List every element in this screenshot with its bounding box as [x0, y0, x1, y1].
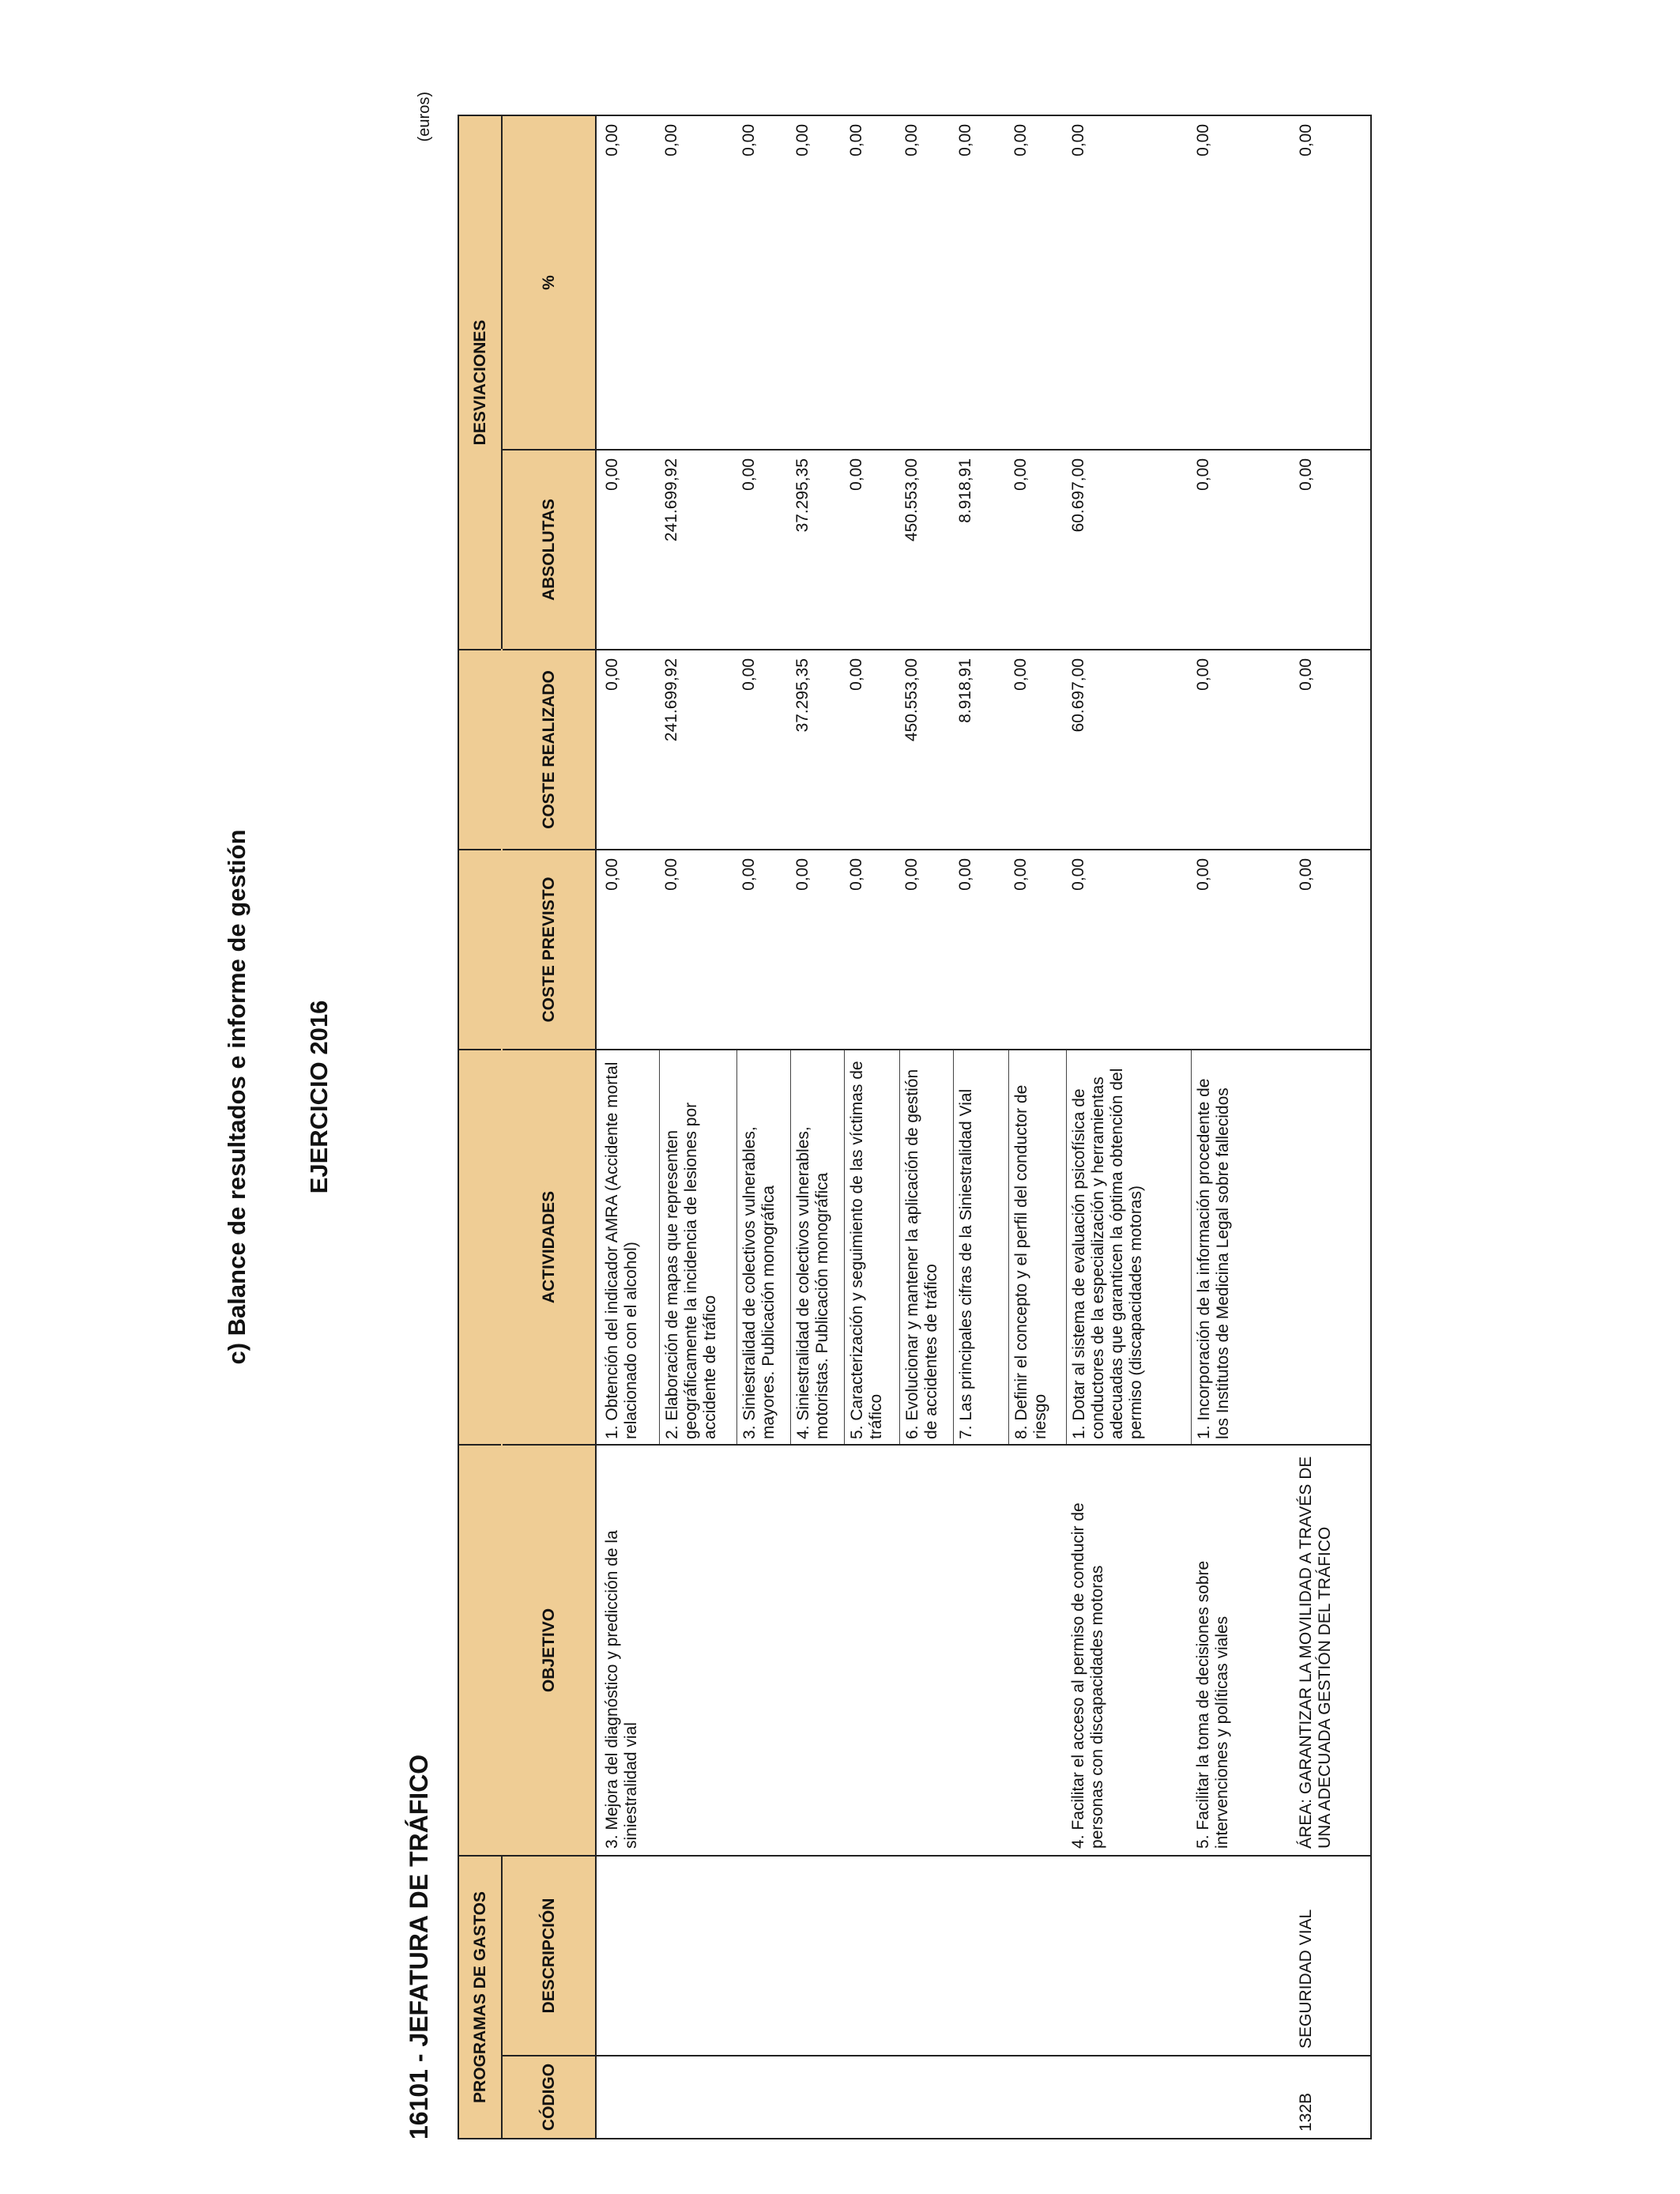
col-header-actividades: ACTIVIDADES	[502, 1050, 596, 1445]
cell-porcentaje: 0,00	[899, 115, 953, 450]
page-title: c) Balance de resultados e informe de gestión	[223, 829, 250, 1365]
table-row	[1294, 115, 1371, 2139]
unit-label: (euros)	[416, 92, 433, 142]
cell-coste-previsto: 0,00	[596, 850, 659, 1050]
cell-porcentaje: 0,00	[736, 115, 790, 450]
cell-porcentaje: 0,00	[659, 115, 736, 450]
cell-objetivo: 4. Facilitar el acceso al permiso de conducir de personas con discapacidades motoras	[1066, 1445, 1191, 1856]
table-row	[899, 115, 953, 2139]
col-header-absolutas: ABSOLUTAS	[502, 450, 596, 650]
cell-actividad: 6. Evolucionar y mantener la aplicación de gestión de accidentes de tráfico	[899, 1050, 953, 1445]
cell-absolutas: 241.699,92	[659, 450, 736, 650]
cell-descripcion	[953, 1856, 1008, 2056]
page-subtitle: EJERCICIO 2016	[305, 1000, 333, 1194]
table-row	[736, 115, 790, 2139]
table-row	[1008, 115, 1066, 2139]
cell-porcentaje: 0,00	[953, 115, 1008, 450]
cell-porcentaje: 0,00	[1191, 115, 1294, 450]
col-header-codigo: CÓDIGO	[502, 2056, 596, 2139]
group-header-desviaciones: DESVIACIONES	[458, 115, 502, 650]
cell-codigo	[953, 2056, 1008, 2139]
cell-coste-realizado: 450.553,00	[899, 650, 953, 850]
cell-objetivo	[736, 1445, 790, 1856]
cell-coste-realizado: 0,00	[736, 650, 790, 850]
cell-absolutas: 0,00	[1294, 450, 1371, 650]
cell-descripcion	[1008, 1856, 1066, 2056]
table-row	[1191, 115, 1294, 2139]
cell-coste-realizado: 60.697,00	[1066, 650, 1191, 850]
cell-absolutas: 450.553,00	[899, 450, 953, 650]
cell-porcentaje: 0,00	[790, 115, 844, 450]
col-header-coste-previsto: COSTE PREVISTO	[502, 850, 596, 1050]
cell-absolutas: 0,00	[1008, 450, 1066, 650]
cell-absolutas: 37.295,35	[790, 450, 844, 650]
cell-codigo	[1066, 2056, 1191, 2139]
cell-objetivo	[899, 1445, 953, 1856]
cell-actividad: 2. Elaboración de mapas que representen geográficamente la incidencia de lesiones por accidente de tráfico	[659, 1050, 736, 1445]
cell-descripcion	[1066, 1856, 1191, 2056]
cell-coste-previsto: 0,00	[899, 850, 953, 1050]
cell-codigo: 132B	[1294, 2056, 1371, 2139]
cell-actividad: 1. Obtención del indicador AMRA (Accidente mortal relacionado con el alcohol)	[596, 1050, 659, 1445]
cell-descripcion	[844, 1856, 899, 2056]
cell-codigo	[596, 2056, 659, 2139]
table-row	[596, 115, 659, 2139]
cell-coste-previsto: 0,00	[1066, 850, 1191, 1050]
cell-descripcion	[899, 1856, 953, 2056]
cell-codigo	[659, 2056, 736, 2139]
group-header-programas: PROGRAMAS DE GASTOS	[458, 1856, 502, 2139]
cell-codigo	[1191, 2056, 1294, 2139]
cell-actividad: 5. Caracterización y seguimiento de las víctimas de tráfico	[844, 1050, 899, 1445]
cell-actividad: 7. Las principales cifras de la Siniestralidad Vial	[953, 1050, 1008, 1445]
cell-actividad: 1. Incorporación de la información procedente de los Institutos de Medicina Legal sobre fallecidos	[1191, 1050, 1294, 1445]
cell-coste-previsto: 0,00	[736, 850, 790, 1050]
cell-objetivo: 5. Facilitar la toma de decisiones sobre intervenciones y políticas viales	[1191, 1445, 1294, 1856]
col-header-objetivo: OBJETIVO	[502, 1445, 596, 1856]
cell-coste-previsto: 0,00	[844, 850, 899, 1050]
cell-codigo	[844, 2056, 899, 2139]
table-row	[659, 115, 736, 2139]
cell-descripcion	[1191, 1856, 1294, 2056]
cell-coste-previsto: 0,00	[1008, 850, 1066, 1050]
table-row	[1066, 115, 1191, 2139]
cell-actividad: 8. Definir el concepto y el perfil del conductor de riesgo	[1008, 1050, 1066, 1445]
cell-coste-realizado: 241.699,92	[659, 650, 736, 850]
cell-actividad: 1. Dotar al sistema de evaluación psicofísica de conductores de la especialización y herramientas adecuadas que garanticen la óptima obtención del permiso (discapacidades motoras)	[1066, 1050, 1191, 1445]
cell-actividad: 4. Siniestralidad de colectivos vulnerables, motoristas. Publicación monográfica	[790, 1050, 844, 1445]
cell-descripcion	[736, 1856, 790, 2056]
cell-coste-realizado: 0,00	[1191, 650, 1294, 850]
cell-coste-realizado: 8.918,91	[953, 650, 1008, 850]
col-header-coste-realizado: COSTE REALIZADO	[502, 650, 596, 850]
cell-descripcion: SEGURIDAD VIAL	[1294, 1856, 1371, 2056]
results-table	[458, 115, 1372, 2139]
cell-actividad: 3. Siniestralidad de colectivos vulnerables, mayores. Publicación monográfica	[736, 1050, 790, 1445]
cell-codigo	[1008, 2056, 1066, 2139]
cell-absolutas: 0,00	[736, 450, 790, 650]
cell-coste-realizado: 0,00	[596, 650, 659, 850]
cell-objetivo	[844, 1445, 899, 1856]
cell-coste-previsto: 0,00	[790, 850, 844, 1050]
cell-coste-realizado: 0,00	[1294, 650, 1371, 850]
cell-absolutas: 0,00	[1191, 450, 1294, 650]
cell-porcentaje: 0,00	[596, 115, 659, 450]
cell-coste-realizado: 37.295,35	[790, 650, 844, 850]
cell-descripcion	[596, 1856, 659, 2056]
cell-porcentaje: 0,00	[1066, 115, 1191, 450]
cell-actividad	[1294, 1050, 1371, 1445]
section-heading: 16101 - JEFATURA DE TRÁFICO	[405, 1754, 433, 2139]
cell-absolutas: 0,00	[596, 450, 659, 650]
cell-porcentaje: 0,00	[1008, 115, 1066, 450]
cell-descripcion	[790, 1856, 844, 2056]
cell-codigo	[790, 2056, 844, 2139]
cell-objetivo: 3. Mejora del diagnóstico y predicción de la siniestralidad vial	[596, 1445, 659, 1856]
cell-coste-realizado: 0,00	[844, 650, 899, 850]
cell-descripcion	[659, 1856, 736, 2056]
cell-codigo	[899, 2056, 953, 2139]
table-row	[790, 115, 844, 2139]
cell-coste-previsto: 0,00	[1191, 850, 1294, 1050]
cell-objetivo	[1008, 1445, 1066, 1856]
col-header-descripcion: DESCRIPCIÓN	[502, 1856, 596, 2056]
cell-porcentaje: 0,00	[844, 115, 899, 450]
cell-objetivo	[953, 1445, 1008, 1856]
cell-coste-previsto: 0,00	[659, 850, 736, 1050]
cell-objetivo: ÁREA: GARANTIZAR LA MOVILIDAD A TRAVÉS DE UNA ADECUADA GESTIÓN DEL TRÁFICO	[1294, 1445, 1371, 1856]
col-header-porcentaje: %	[502, 115, 596, 450]
cell-absolutas: 60.697,00	[1066, 450, 1191, 650]
table-row	[953, 115, 1008, 2139]
cell-coste-previsto: 0,00	[953, 850, 1008, 1050]
cell-coste-realizado: 0,00	[1008, 650, 1066, 850]
cell-codigo	[736, 2056, 790, 2139]
cell-objetivo	[790, 1445, 844, 1856]
table-row	[844, 115, 899, 2139]
cell-porcentaje: 0,00	[1294, 115, 1371, 450]
cell-absolutas: 8.918,91	[953, 450, 1008, 650]
cell-objetivo	[659, 1445, 736, 1856]
cell-coste-previsto: 0,00	[1294, 850, 1371, 1050]
cell-absolutas: 0,00	[844, 450, 899, 650]
